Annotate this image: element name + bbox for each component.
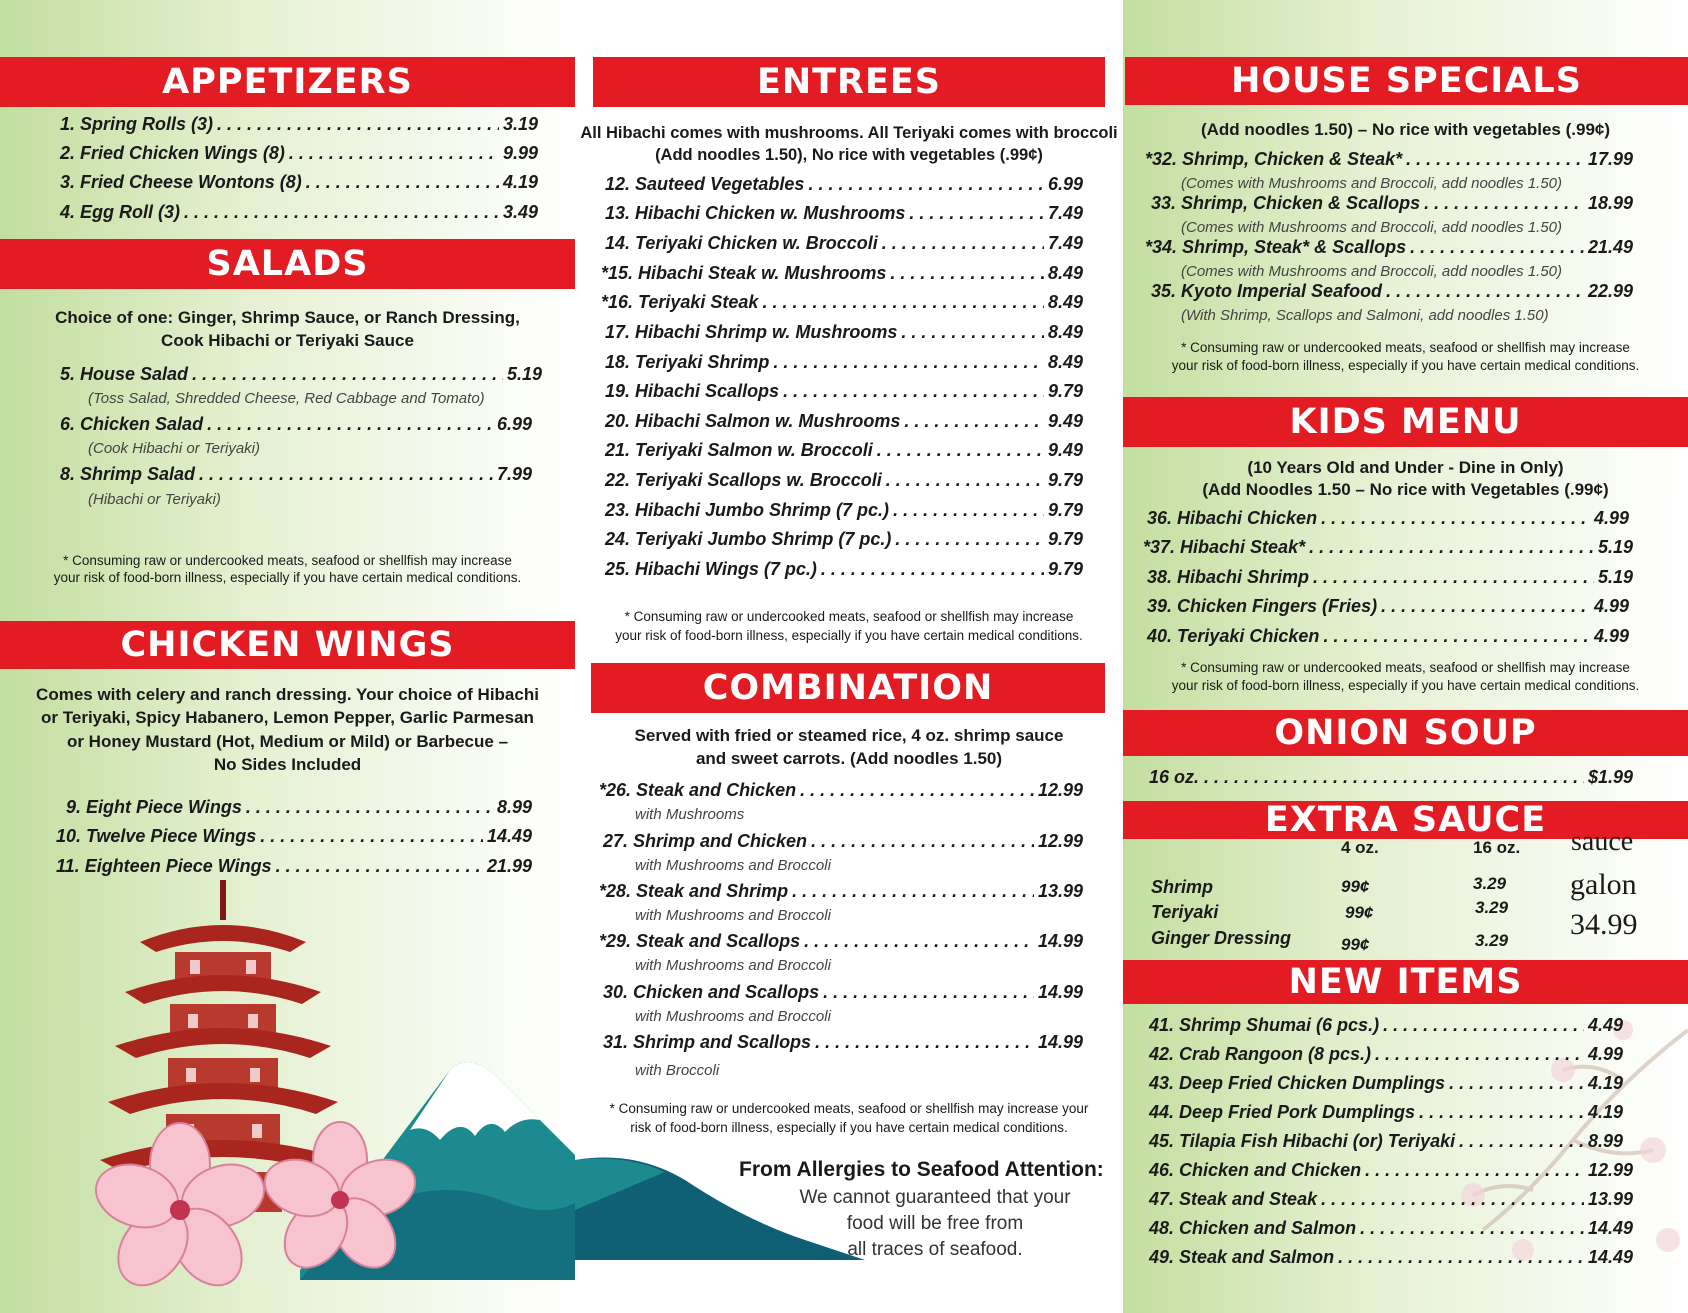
- house-specials-intro: (Add noodles 1.50) – No rice with vegetables (.99¢): [1200, 120, 1611, 139]
- wings-intro-line: or Honey Mustard (Hot, Medium or Mild) or Barbecue –: [66, 732, 509, 751]
- menu-item: 4. Egg Roll (3) . . . 3.49: [60, 202, 538, 228]
- food-warning: your risk of food-born illness, especially if you have certain medical conditions.: [615, 628, 1083, 643]
- gallon-label: galon: [1570, 868, 1637, 901]
- food-warning: * Consuming raw or undercooked meats, seafood or shellfish may increase: [1181, 660, 1630, 675]
- salads-intro-line: Choice of one: Ginger, Shrimp Sauce, or Ranch Dressing,: [55, 308, 520, 327]
- chicken-wings-banner: CHICKEN WINGS: [0, 621, 575, 669]
- sauce-name: Teriyaki: [1151, 902, 1219, 922]
- menu-item: 9. Eight Piece Wings . . . 8.99: [66, 797, 532, 823]
- sauce-col-16oz: 16 oz.: [1473, 838, 1521, 857]
- sauce-name: Shrimp: [1151, 877, 1214, 897]
- menu-item: 47. Steak and Steak . . . 13.99: [1149, 1189, 1633, 1215]
- item-note: (Cook Hibachi or Teriyaki): [88, 440, 261, 457]
- menu-item: 8. Shrimp Salad . . . 7.99: [60, 464, 532, 490]
- combination-intro-line: Served with fried or steamed rice, 4 oz. shrimp sauce: [634, 726, 1064, 745]
- item-note: (With Shrimp, Scallops and Salmoni, add noodles 1.50): [1181, 307, 1549, 324]
- menu-item: 30. Chicken and Scallops . . . 14.99: [603, 982, 1083, 1008]
- menu-item: 6. Chicken Salad . . . 6.99: [60, 414, 532, 440]
- menu-item: 33. Shrimp, Chicken & Scallops . . . 18.99: [1151, 193, 1633, 219]
- extra-sauce-banner: EXTRA SAUCE: [1123, 801, 1688, 839]
- menu-item: 10. Twelve Piece Wings . . . 14.49: [56, 826, 532, 852]
- item-note: with Mushrooms and Broccoli: [635, 857, 831, 874]
- combination-banner: COMBINATION: [591, 663, 1105, 713]
- menu-item: 41. Shrimp Shumai (6 pcs.) . . . 4.49: [1149, 1015, 1623, 1041]
- menu-item: 40. Teriyaki Chicken . . . 4.99: [1147, 626, 1629, 652]
- entrees-intro-line: (Add noodles 1.50), No rice with vegetables (.99¢): [655, 146, 1043, 164]
- menu-item: 11. Eighteen Piece Wings . . . 21.99: [56, 856, 532, 882]
- appetizers-banner: APPETIZERS: [0, 57, 575, 107]
- menu-item: 13. Hibachi Chicken w. Mushrooms . . . 7.49: [605, 203, 1083, 229]
- food-warning: risk of food-born illness, especially if you have certain medical conditions.: [630, 1120, 1068, 1135]
- menu-item: 12. Sauteed Vegetables . . . 6.99: [605, 174, 1083, 200]
- food-warning: your risk of food-born illness, especially if you have certain medical conditions.: [1171, 678, 1640, 693]
- kids-menu-banner: KIDS MENU: [1123, 397, 1688, 447]
- menu-item: 1. Spring Rolls (3) . . . 3.19: [60, 114, 538, 140]
- menu-item: *29. Steak and Scallops . . . 14.99: [599, 931, 1083, 957]
- menu-item: 3. Fried Cheese Wontons (8) . . . 4.19: [60, 172, 538, 198]
- sauce-price-4oz: 99¢: [1345, 903, 1374, 922]
- menu-item: *37. Hibachi Steak* . . . 5.19: [1143, 537, 1633, 563]
- salads-intro-line: Cook Hibachi or Teriyaki Sauce: [161, 331, 414, 350]
- menu-item: 49. Steak and Salmon . . . 14.49: [1149, 1247, 1633, 1273]
- menu-item: *26. Steak and Chicken . . . 12.99: [599, 780, 1083, 806]
- menu-item: 46. Chicken and Chicken . . . 12.99: [1149, 1160, 1633, 1186]
- menu-item: 25. Hibachi Wings (7 pc.) . . . 9.79: [605, 559, 1083, 585]
- menu-item: 2. Fried Chicken Wings (8) . . . 9.99: [60, 143, 538, 169]
- menu-item: 24. Teriyaki Jumbo Shrimp (7 pc.) . . . 9.79: [605, 529, 1083, 555]
- menu-item: 17. Hibachi Shrimp w. Mushrooms . . . 8.49: [605, 322, 1083, 348]
- menu-item: *28. Steak and Shrimp . . . 13.99: [599, 881, 1083, 907]
- item-note: with Mushrooms and Broccoli: [635, 957, 831, 974]
- item-note: with Mushrooms and Broccoli: [635, 907, 831, 924]
- menu-item: 14. Teriyaki Chicken w. Broccoli . . . 7.49: [605, 233, 1083, 259]
- entrees-intro-line: All Hibachi comes with mushrooms. All Teriyaki comes with broccoli: [580, 124, 1118, 142]
- item-note: (Comes with Mushrooms and Broccoli, add noodles 1.50): [1181, 219, 1563, 236]
- menu-item: 22. Teriyaki Scallops w. Broccoli . . . 9.79: [605, 470, 1083, 496]
- wings-intro-line: or Teriyaki, Spicy Habanero, Lemon Pepper, Garlic Parmesan: [41, 708, 534, 727]
- menu-item: 16 oz. . . . . . . . . . . . $1.99: [1149, 767, 1633, 793]
- food-warning: * Consuming raw or undercooked meats, seafood or shellfish may increase your: [609, 1101, 1089, 1116]
- menu-item: 5. House Salad . . . 5.19: [60, 364, 542, 390]
- food-warning: * Consuming raw or undercooked meats, seafood or shellfish may increase: [1181, 340, 1630, 355]
- sauce-price-4oz: 99¢: [1341, 935, 1370, 954]
- menu-item: 20. Hibachi Salmon w. Mushrooms . . . 9.49: [605, 411, 1083, 437]
- menu-item: *15. Hibachi Steak w. Mushrooms . . . 8.49: [601, 263, 1083, 289]
- house-specials-banner: HOUSE SPECIALS: [1125, 57, 1688, 105]
- menu-item: 36. Hibachi Chicken . . . 4.99: [1147, 508, 1629, 534]
- menu-item: *32. Shrimp, Chicken & Steak* . . . 17.99: [1145, 149, 1633, 175]
- sauce-price-4oz: 99¢: [1341, 877, 1370, 896]
- sauce-name: Ginger Dressing: [1151, 928, 1292, 948]
- menu-item: 27. Shrimp and Chicken . . . 12.99: [603, 831, 1083, 857]
- onion-soup-banner: ONION SOUP: [1123, 710, 1688, 756]
- allergy-line: all traces of seafood.: [847, 1239, 1023, 1260]
- menu-item: *34. Shrimp, Steak* & Scallops . . . 21.49: [1145, 237, 1633, 263]
- menu-item: 42. Crab Rangoon (8 pcs.) . . . 4.99: [1149, 1044, 1623, 1070]
- salads-banner: SALADS: [0, 239, 575, 289]
- gallon-label: sauce: [1571, 826, 1634, 857]
- item-note: (Comes with Mushrooms and Broccoli, add noodles 1.50): [1181, 263, 1563, 280]
- food-warning: * Consuming raw or undercooked meats, seafood or shellfish may increase: [63, 553, 512, 568]
- food-warning: your risk of food-born illness, especially if you have certain medical conditions.: [1171, 358, 1640, 373]
- wings-intro-line: Comes with celery and ranch dressing. Your choice of Hibachi: [36, 685, 539, 704]
- wings-intro-line: No Sides Included: [213, 755, 362, 774]
- menu-item: 44. Deep Fried Pork Dumplings . . . 4.19: [1149, 1102, 1623, 1128]
- menu-item: 35. Kyoto Imperial Seafood . . . 22.99: [1151, 281, 1633, 307]
- sauce-col-4oz: 4 oz.: [1341, 838, 1379, 857]
- menu-item: 48. Chicken and Salmon . . . 14.49: [1149, 1218, 1633, 1244]
- menu-item: 23. Hibachi Jumbo Shrimp (7 pc.) . . . 9.79: [605, 500, 1083, 526]
- item-note: with Broccoli: [635, 1062, 720, 1079]
- item-note: (Toss Salad, Shredded Cheese, Red Cabbage and Tomato): [88, 390, 485, 407]
- right-panel: [1123, 0, 1688, 1313]
- middle-panel: [575, 0, 1123, 1313]
- cherry-blossom-illustration: [90, 1090, 420, 1310]
- food-warning: your risk of food-born illness, especially if you have certain medical conditions.: [53, 570, 522, 585]
- left-panel: [0, 0, 575, 1313]
- allergy-line: We cannot guaranteed that your: [799, 1187, 1071, 1208]
- food-warning: * Consuming raw or undercooked meats, seafood or shellfish may increase: [624, 609, 1074, 624]
- menu-item: 19. Hibachi Scallops . . . 9.79: [605, 381, 1083, 407]
- kids-intro-line: (Add Noodles 1.50 – No rice with Vegetables (.99¢): [1202, 480, 1609, 499]
- sauce-price-16oz: 3.29: [1475, 931, 1509, 950]
- menu-item: 45. Tilapia Fish Hibachi (or) Teriyaki . . . 8.99: [1149, 1131, 1623, 1157]
- allergy-title: From Allergies to Seafood Attention:: [739, 1158, 1104, 1181]
- menu-item: 38. Hibachi Shrimp . . . 5.19: [1147, 567, 1633, 593]
- allergy-line: food will be free from: [846, 1213, 1024, 1234]
- menu-item: 18. Teriyaki Shrimp . . . 8.49: [605, 352, 1083, 378]
- kids-intro-line: (10 Years Old and Under - Dine in Only): [1247, 458, 1564, 477]
- new-items-banner: NEW ITEMS: [1123, 960, 1688, 1004]
- menu-item: 21. Teriyaki Salmon w. Broccoli . . . 9.49: [605, 440, 1083, 466]
- item-note: (Comes with Mushrooms and Broccoli, add noodles 1.50): [1181, 175, 1563, 192]
- item-note: (Hibachi or Teriyaki): [88, 491, 221, 508]
- item-note: with Mushrooms: [635, 806, 745, 823]
- sauce-price-16oz: 3.29: [1475, 898, 1509, 917]
- combination-intro-line: and sweet carrots. (Add noodles 1.50): [695, 749, 1003, 768]
- menu-item: *16. Teriyaki Steak . . . 8.49: [601, 292, 1083, 318]
- menu-item: 43. Deep Fried Chicken Dumplings . . . 4.19: [1149, 1073, 1623, 1099]
- sauce-price-16oz: 3.29: [1473, 874, 1507, 893]
- menu-item: 39. Chicken Fingers (Fries) . . . 4.99: [1147, 596, 1629, 622]
- gallon-price: 34.99: [1570, 908, 1638, 941]
- menu-item: 31. Shrimp and Scallops . . . 14.99: [603, 1032, 1083, 1058]
- item-note: with Mushrooms and Broccoli: [635, 1008, 831, 1025]
- entrees-banner: ENTREES: [593, 57, 1105, 107]
